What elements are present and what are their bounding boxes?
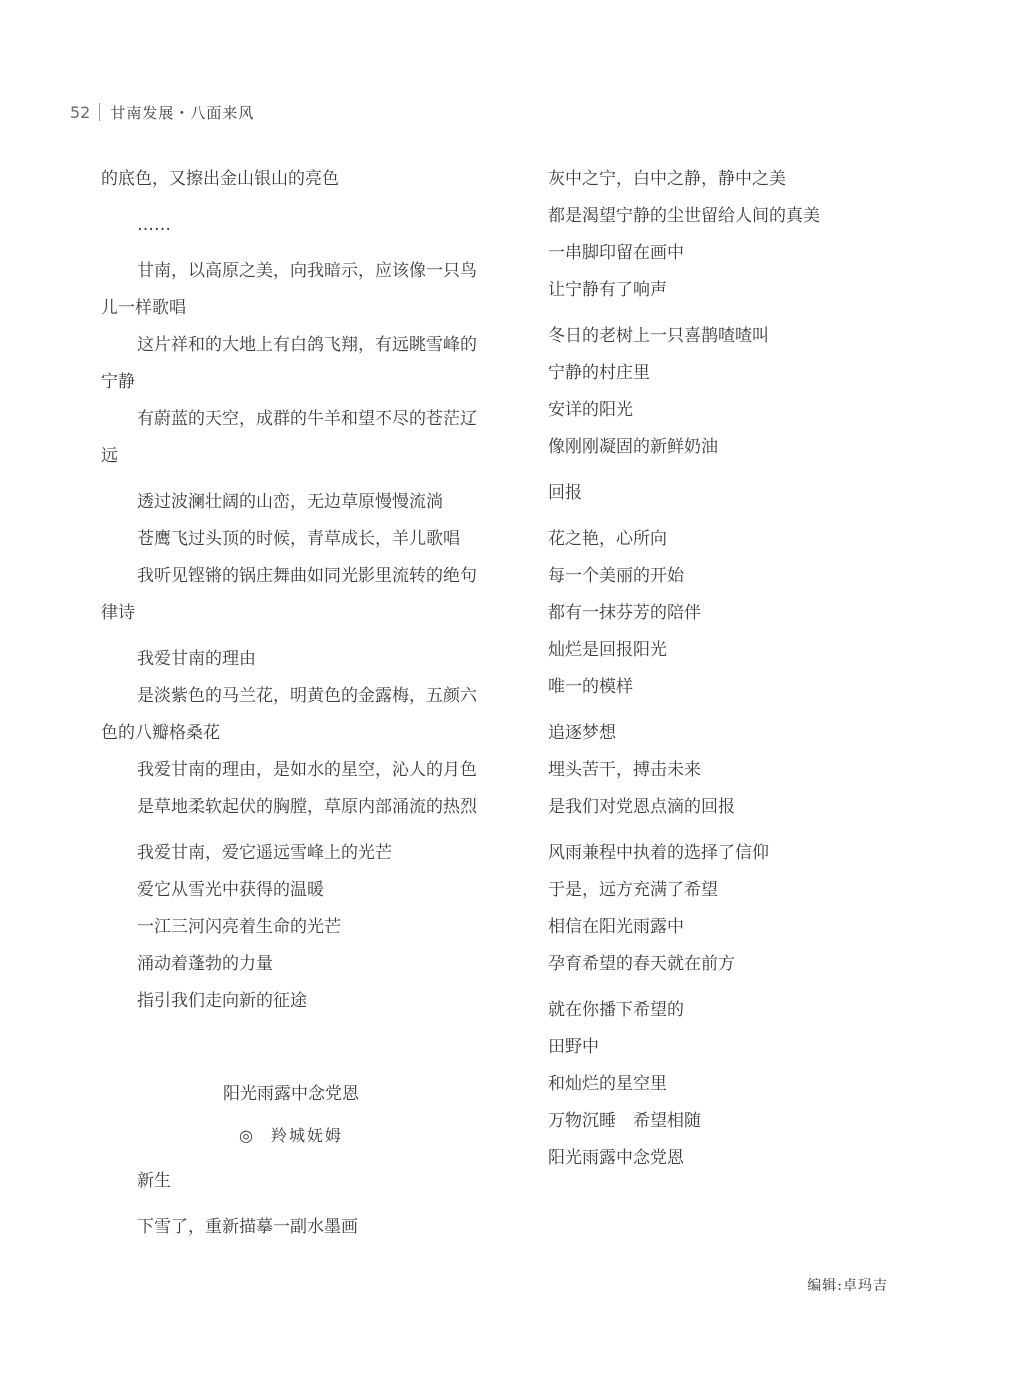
paragraph: 我爱甘南的理由，是如水的星空，沁人的月色 <box>137 760 477 780</box>
paragraph: 是草地柔软起伏的胸膛，草原内部涌流的热烈 <box>137 797 477 817</box>
paragraph: 我听见铿锵的锅庄舞曲如同光影里流转的绝句律诗 <box>101 566 477 623</box>
paragraph: …… <box>137 215 171 235</box>
poem-line: 田野中 <box>548 1037 599 1057</box>
poem-line: 风雨兼程中执着的选择了信仰 <box>548 843 769 863</box>
poem-line: 安详的阳光 <box>548 400 633 420</box>
paragraph: 一江三河闪亮着生命的光芒 <box>137 917 341 937</box>
paragraph: 涌动着蓬勃的力量 <box>137 954 273 974</box>
poem-line: 阳光雨露中念党恩 <box>548 1148 684 1168</box>
poem-line: 是我们对党恩点滴的回报 <box>548 797 735 817</box>
page-header <box>70 101 254 123</box>
poem-line: 于是，远方充满了希望 <box>548 880 718 900</box>
poem-line: 让宁静有了响声 <box>548 280 667 300</box>
paragraph: 我爱甘南，爱它遥远雪峰上的光芒 <box>137 843 392 863</box>
paragraph: 是淡紫色的马兰花，明黄色的金露梅，五颜六色的八瓣格桑花 <box>101 686 477 743</box>
paragraph: 指引我们走向新的征途 <box>137 991 307 1011</box>
author-mark-icon: ◎ <box>239 1126 255 1145</box>
poem-line: 宁静的村庄里 <box>548 363 650 383</box>
section-title: 甘南发展・八面来风 <box>110 103 255 122</box>
poem-line: 冬日的老树上一只喜鹊喳喳叫 <box>548 326 769 346</box>
poem-author-line <box>101 1117 481 1154</box>
poem-line: 都有一抹芬芳的陪伴 <box>548 603 701 623</box>
poem-author: 羚城妩姆 <box>270 1126 343 1145</box>
paragraph: 爱它从雪光中获得的温暖 <box>137 880 324 900</box>
poem-line: 花之艳，心所向 <box>548 529 667 549</box>
right-column <box>548 161 948 1177</box>
paragraph: 这片祥和的大地上有白鸽飞翔，有远眺雪峰的宁静 <box>101 335 477 392</box>
poem-line: 埋头苦干，搏击未来 <box>548 760 701 780</box>
poem-line: 追逐梦想 <box>548 723 616 743</box>
poem-line: 唯一的模样 <box>548 677 633 697</box>
paragraph: 有蔚蓝的天空，成群的牛羊和望不尽的苍茫辽远 <box>101 409 477 466</box>
poem-line: 新生 <box>137 1171 171 1191</box>
poem-line: 每一个美丽的开始 <box>548 566 684 586</box>
paragraph: 的底色，又擦出金山银山的亮色 <box>101 169 339 189</box>
page-number: 52 <box>70 102 91 122</box>
poem-line: 万物沉睡 希望相随 <box>548 1111 701 1131</box>
poem-line: 一串脚印留在画中 <box>548 243 684 263</box>
poem-line: 下雪了，重新描摹一副水墨画 <box>137 1217 358 1237</box>
header-divider <box>99 103 100 121</box>
editor-credit: 编辑:卓玛吉 <box>807 1278 888 1294</box>
poem-line: 回报 <box>548 483 582 503</box>
paragraph: 我爱甘南的理由 <box>137 649 256 669</box>
paragraph: 甘南，以高原之美，向我暗示，应该像一只鸟儿一样歌唱 <box>101 261 477 318</box>
left-column <box>101 161 481 1246</box>
poem-line: 相信在阳光雨露中 <box>548 917 684 937</box>
paragraph: 苍鹰飞过头顶的时候，青草成长，羊儿歌唱 <box>137 529 460 549</box>
poem-line: 像刚刚凝固的新鲜奶油 <box>548 437 718 457</box>
poem-line: 就在你播下希望的 <box>548 1000 684 1020</box>
poem-line: 都是渴望宁静的尘世留给人间的真美 <box>548 206 820 226</box>
poem-line: 灿烂是回报阳光 <box>548 640 667 660</box>
poem-title: 阳光雨露中念党恩 <box>223 1084 359 1104</box>
poem-line: 灰中之宁，白中之静，静中之美 <box>548 169 786 189</box>
poem-line: 孕育希望的春天就在前方 <box>548 954 735 974</box>
paragraph: 透过波澜壮阔的山峦，无边草原慢慢流淌 <box>137 492 443 512</box>
poem-line: 和灿烂的星空里 <box>548 1074 667 1094</box>
